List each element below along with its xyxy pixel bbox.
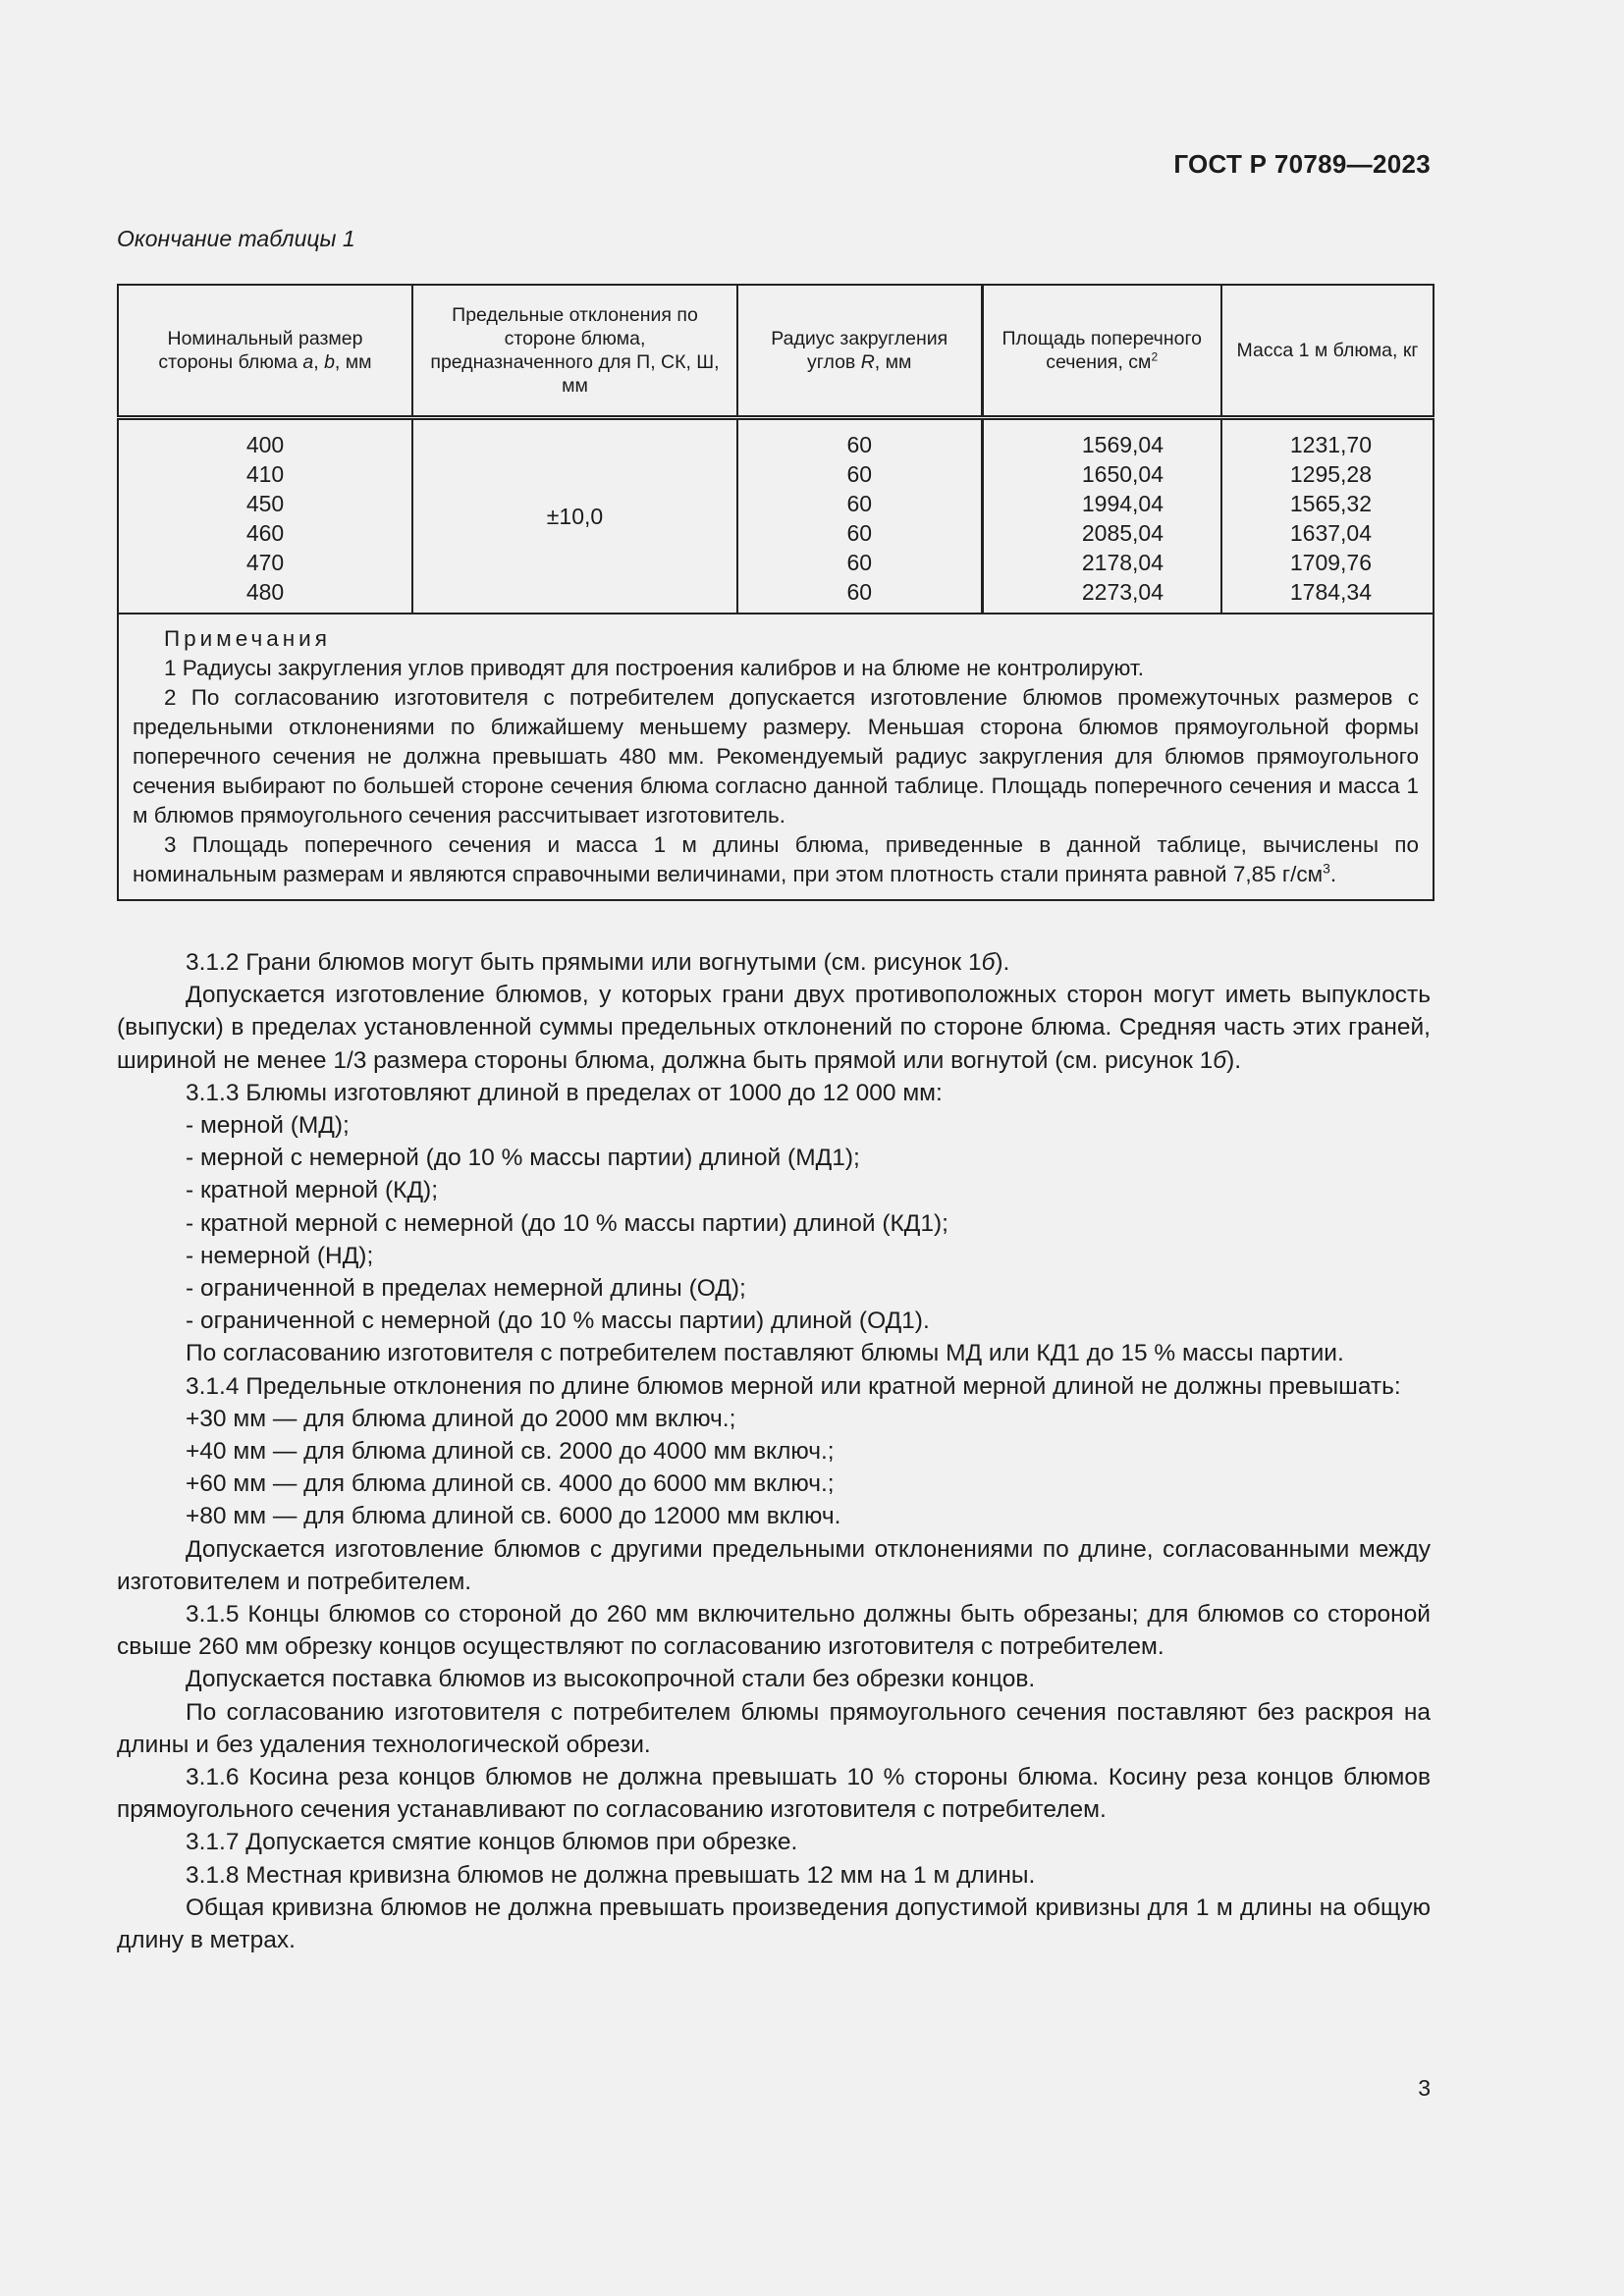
list-item: - ограниченной в пределах немерной длины (ОД); bbox=[186, 1275, 746, 1303]
size-cell: 400 bbox=[245, 432, 285, 457]
list-item: - ограниченной с немерной (до 10 % массы партии) длиной (ОД1). bbox=[186, 1308, 930, 1335]
paragraph-3-1-5-c: По согласованию изготовителя с потребителем блюмы прямоугольного сечения поставляют без раскроя на длины и без удаления технологической обрези. bbox=[117, 1698, 1431, 1758]
radius-cell: 60 bbox=[846, 461, 873, 487]
radius-cell: 60 bbox=[846, 550, 873, 575]
size-cell: 460 bbox=[245, 520, 285, 546]
size-cell: 450 bbox=[245, 491, 285, 516]
paragraph-3-1-8-b: Общая кривизна блюмов не должна превышать произведения допустимой кривизны для 1 м длины на общую длину в метрах. bbox=[117, 1894, 1431, 1954]
deviation-item: +30 мм — для блюма длиной до 2000 мм включ.; bbox=[186, 1405, 736, 1432]
note-3: 3 Площадь поперечного сечения и масса 1 м длины блюма, приведенные в данной таблице, вычислены по номинальным размерам и являются справочными величинами, при этом плотность стали принята равной 7,85 $г/см^3$. bbox=[133, 832, 1419, 886]
deviation-item: +80 мм — для блюма длиной св. 6000 до 12000 мм включ. bbox=[186, 1503, 841, 1530]
paragraph-3-1-7: 3.1.7 Допускается смятие концов блюмов при обрезке. bbox=[186, 1829, 798, 1856]
mass-cell: 1637,04 bbox=[1289, 520, 1372, 546]
paragraph-3-1-3-b: По согласованию изготовителя с потребителем поставляют блюмы МД или КД1 до 15 % массы партии. bbox=[186, 1340, 1344, 1367]
header-mass: Масса 1 м блюма, кг bbox=[1221, 285, 1434, 418]
radius-column bbox=[737, 418, 982, 614]
size-cell: 470 bbox=[245, 550, 285, 575]
header-size: Номинальный размер стороны блюма a, b, мм bbox=[118, 285, 412, 418]
paragraph-3-1-2-b: Допускается изготовление блюмов, у которых грани двух противоположных сторон могут иметь выпуклость (выпуски) в пределах установленной суммы предельных отклонений по стороне блюма. Средняя часть этих граней, шириной не менее 1/3 размера стороны блюма, должна быть прямой или вогнутой (см. рисунок 1б). bbox=[117, 982, 1431, 1074]
body-text bbox=[117, 946, 1431, 1956]
list-item: - мерной (МД); bbox=[186, 1112, 350, 1140]
size-cell: 410 bbox=[245, 461, 285, 487]
radius-cell: 60 bbox=[846, 579, 873, 605]
radius-cell: 60 bbox=[846, 491, 873, 516]
deviation-item: +40 мм — для блюма длиной св. 2000 до 4000 мм включ.; bbox=[186, 1438, 835, 1466]
document-code: ГОСТ Р 70789—2023 bbox=[1173, 149, 1431, 179]
mass-column bbox=[1221, 418, 1434, 614]
paragraph-3-1-5-b: Допускается поставка блюмов из высокопрочной стали без обрезки концов. bbox=[186, 1666, 1036, 1693]
table-notes bbox=[118, 614, 1434, 900]
paragraph-3-1-4-b: Допускается изготовление блюмов с другими предельными отклонениями по длине, согласованными между изготовителем и потребителем. bbox=[117, 1535, 1431, 1595]
area-cell: 1650,04 bbox=[1081, 461, 1164, 487]
mass-cell: 1565,32 bbox=[1289, 491, 1372, 516]
paragraph-3-1-2: 3.1.2 Грани блюмов могут быть прямыми или вогнутыми (см. рисунок 1б). bbox=[186, 949, 1010, 976]
list-item: - кратной мерной (КД); bbox=[186, 1177, 438, 1204]
area-cell: 2085,04 bbox=[1081, 520, 1164, 546]
header-area: Площадь поперечного сечения, $см^2$ bbox=[982, 285, 1221, 418]
paragraph-3-1-8: 3.1.8 Местная кривизна блюмов не должна превышать 12 мм на 1 м длины. bbox=[186, 1861, 1036, 1889]
header-tolerance: Предельные отклонения по стороне блюма, предназначенного для П, СК, Ш, мм bbox=[412, 285, 737, 418]
table-notes-row bbox=[118, 614, 1434, 900]
area-cell: 1994,04 bbox=[1081, 491, 1164, 516]
area-column bbox=[982, 418, 1221, 614]
page-number: 3 bbox=[1418, 2075, 1431, 2101]
table-container bbox=[117, 284, 1433, 901]
radius-cell: 60 bbox=[846, 432, 873, 457]
tolerance-cell: ±10,0 bbox=[412, 418, 737, 614]
paragraph-3-1-5: 3.1.5 Концы блюмов со стороной до 260 мм включительно должны быть обрезаны; для блюмов со стороной свыше 260 мм обрезку концов осуществляют по согласованию изготовителя с потребителем. bbox=[117, 1601, 1431, 1661]
paragraph-3-1-4: 3.1.4 Предельные отклонения по длине блюмов мерной или кратной мерной длиной не должны превышать: bbox=[186, 1372, 1401, 1400]
area-cell: 2178,04 bbox=[1081, 550, 1164, 575]
sizes-column bbox=[118, 418, 412, 614]
blooms-table bbox=[117, 284, 1435, 901]
header-radius: Радиус закругления углов R, мм bbox=[737, 285, 982, 418]
mass-cell: 1295,28 bbox=[1289, 461, 1372, 487]
note-1: 1 Радиусы закругления углов приводят для построения калибров и на блюме не контролируют. bbox=[164, 656, 1144, 680]
area-cell: 1569,04 bbox=[1081, 432, 1164, 457]
paragraph-3-1-3: 3.1.3 Блюмы изготовляют длиной в пределах от 1000 до 12 000 мм: bbox=[186, 1079, 943, 1106]
area-cell: 2273,04 bbox=[1081, 579, 1164, 605]
mass-cell: 1784,34 bbox=[1289, 579, 1372, 605]
list-item: - немерной (НД); bbox=[186, 1242, 374, 1269]
notes-title: Примечания bbox=[164, 626, 331, 651]
list-item: - кратной мерной с немерной (до 10 % массы партии) длиной (КД1); bbox=[186, 1209, 948, 1237]
deviation-item: +60 мм — для блюма длиной св. 4000 до 6000 мм включ.; bbox=[186, 1470, 835, 1498]
radius-cell: 60 bbox=[846, 520, 873, 546]
table-data-row bbox=[118, 418, 1434, 614]
mass-cell: 1709,76 bbox=[1289, 550, 1372, 575]
table-caption: Окончание таблицы 1 bbox=[117, 226, 355, 251]
list-item: - мерной с немерной (до 10 % массы партии) длиной (МД1); bbox=[186, 1145, 860, 1172]
size-cell: 480 bbox=[245, 579, 285, 605]
note-2: 2 По согласованию изготовителя с потребителем допускается изготовление блюмов промежуточных размеров с предельными отклонениями по ближайшему меньшему размеру. Меньшая сторона блюмов прямоугольной формы поперечного сечения не должна превышать 480 мм. Рекомендуемый радиус закругления для блюмов прямоугольного сечения выбирают по большей стороне сечения блюма согласно данной таблице. Площадь поперечного сечения и масса 1 м блюмов прямоугольного сечения рассчитывает изготовитель. bbox=[133, 685, 1419, 828]
mass-cell: 1231,70 bbox=[1289, 432, 1372, 457]
table-header-row bbox=[118, 285, 1434, 418]
paragraph-3-1-6: 3.1.6 Косина реза концов блюмов не должна превышать 10 % стороны блюма. Косину реза концов блюмов прямоугольного сечения устанавливают по согласованию изготовителя с потребителем. bbox=[117, 1764, 1431, 1824]
